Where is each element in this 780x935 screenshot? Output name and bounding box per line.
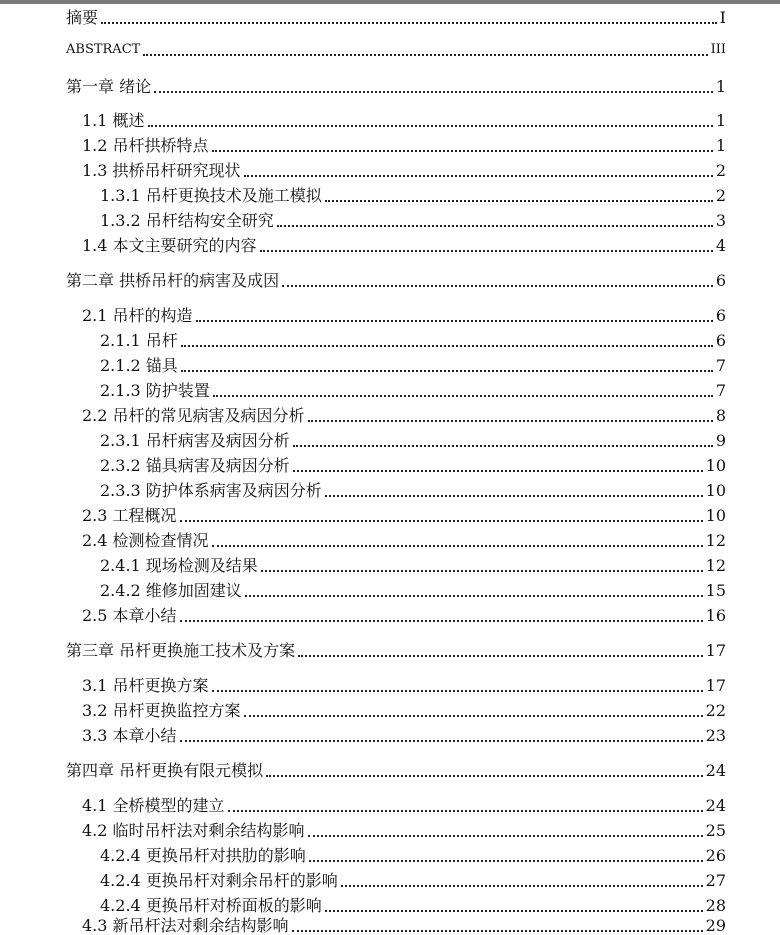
toc-entry-2-3-2[interactable]: 2.3.2 锚具病害及病因分析 10 bbox=[100, 456, 726, 475]
toc-entry-4-2-4-arch-rib[interactable]: 4.2.4 更换吊杆对拱肋的影响 26 bbox=[100, 846, 726, 865]
leader-dots bbox=[180, 619, 703, 622]
leader-dots bbox=[266, 774, 703, 777]
toc-entry-2-3-3[interactable]: 2.3.3 防护体系病害及病因分析 10 bbox=[100, 481, 726, 500]
toc-entry-4-1[interactable]: 4.1 全桥模型的建立 24 bbox=[82, 796, 726, 815]
leader-dots bbox=[181, 344, 713, 347]
toc-entry-2-3-1[interactable]: 2.3.1 吊杆病害及病因分析 9 bbox=[100, 431, 726, 450]
toc-entry-1-4[interactable]: 1.4 本文主要研究的内容 4 bbox=[82, 236, 726, 255]
leader-dots bbox=[292, 929, 703, 932]
toc-entry-chapter-3[interactable]: 第三章 吊杆更换施工技术及方案 17 bbox=[66, 641, 726, 660]
leader-dots bbox=[181, 369, 713, 372]
toc-entry-1-3-2[interactable]: 1.3.2 吊杆结构安全研究 3 bbox=[100, 211, 726, 230]
leader-dots bbox=[308, 419, 713, 422]
toc-entry-2-4-1[interactable]: 2.4.1 现场检测及结果 12 bbox=[100, 556, 726, 575]
toc-entry-2-1-3[interactable]: 2.1.3 防护装置 7 bbox=[100, 381, 726, 400]
toc-entry-1-3-1[interactable]: 1.3.1 吊杆更换技术及施工模拟 2 bbox=[100, 186, 726, 205]
toc-entry-4-2-4-remaining-hangers[interactable]: 4.2.4 更换吊杆对剩余吊杆的影响 27 bbox=[100, 871, 726, 890]
leader-dots bbox=[260, 249, 713, 252]
toc-entry-4-2[interactable]: 4.2 临时吊杆法对剩余结构影响 25 bbox=[82, 821, 726, 840]
leader-dots bbox=[325, 199, 713, 202]
toc-entry-chapter-1[interactable]: 第一章 绪论 1 bbox=[66, 77, 726, 96]
toc-entry-3-1[interactable]: 3.1 吊杆更换方案 17 bbox=[82, 676, 726, 695]
leader-dots bbox=[325, 494, 703, 497]
leader-dots bbox=[148, 124, 713, 127]
toc-entry-3-3[interactable]: 3.3 本章小结 23 bbox=[82, 726, 726, 745]
toc-entry-2-5[interactable]: 2.5 本章小结 16 bbox=[82, 606, 726, 625]
toc-entry-chapter-2[interactable]: 第二章 拱桥吊杆的病害及成因 6 bbox=[66, 271, 726, 290]
toc-entry-2-4-2[interactable]: 2.4.2 维修加固建议 15 bbox=[100, 581, 726, 600]
leader-dots bbox=[309, 859, 703, 862]
leader-dots bbox=[180, 519, 703, 522]
toc-entry-1-2[interactable]: 1.2 吊杆拱桥特点 1 bbox=[82, 136, 726, 155]
leader-dots bbox=[213, 394, 713, 397]
leader-dots bbox=[245, 594, 703, 597]
leader-dots bbox=[180, 739, 703, 742]
leader-dots bbox=[293, 469, 703, 472]
toc-entry-1-3[interactable]: 1.3 拱桥吊杆研究现状 2 bbox=[82, 161, 726, 180]
leader-dots bbox=[212, 689, 703, 692]
leader-dots bbox=[244, 714, 703, 717]
leader-dots bbox=[298, 654, 703, 657]
leader-dots bbox=[244, 174, 713, 177]
toc-entry-2-1[interactable]: 2.1 吊杆的构造 6 bbox=[82, 306, 726, 325]
leader-dots bbox=[261, 569, 703, 572]
leader-dots bbox=[341, 884, 703, 887]
toc-entry-1-1[interactable]: 1.1 概述 1 bbox=[82, 111, 726, 130]
toc-entry-2-3[interactable]: 2.3 工程概况 10 bbox=[82, 506, 726, 525]
leader-dots bbox=[282, 284, 713, 287]
leader-dots bbox=[143, 53, 707, 56]
toc-entry-4-2-4-deck[interactable]: 4.2.4 更换吊杆对桥面板的影响 28 bbox=[100, 896, 726, 915]
toc-entry-2-1-2[interactable]: 2.1.2 锚具 7 bbox=[100, 356, 726, 375]
leader-dots bbox=[277, 224, 713, 227]
toc-entry-2-4[interactable]: 2.4 检测检查情况 12 bbox=[82, 531, 726, 550]
leader-dots bbox=[308, 834, 703, 837]
toc-entry-abstract-cn[interactable]: 摘要 I bbox=[66, 8, 726, 27]
leader-dots bbox=[101, 21, 717, 24]
toc-entry-chapter-4[interactable]: 第四章 吊杆更换有限元模拟 24 bbox=[66, 761, 726, 780]
leader-dots bbox=[212, 149, 713, 152]
leader-dots bbox=[325, 909, 703, 912]
toc-entry-2-2[interactable]: 2.2 吊杆的常见病害及病因分析 8 bbox=[82, 406, 726, 425]
toc-entry-2-1-1[interactable]: 2.1.1 吊杆 6 bbox=[100, 331, 726, 350]
leader-dots bbox=[212, 544, 703, 547]
leader-dots bbox=[228, 809, 703, 812]
leader-dots bbox=[196, 319, 713, 322]
toc-entry-3-2[interactable]: 3.2 吊杆更换监控方案 22 bbox=[82, 701, 726, 720]
leader-dots bbox=[154, 90, 713, 93]
toc-entry-abstract-en[interactable]: ABSTRACT III bbox=[66, 42, 726, 57]
toc-entry-4-3-partial[interactable]: 4.3 新吊杆法对剩余结构影响 29 bbox=[82, 916, 726, 935]
leader-dots bbox=[293, 444, 713, 447]
